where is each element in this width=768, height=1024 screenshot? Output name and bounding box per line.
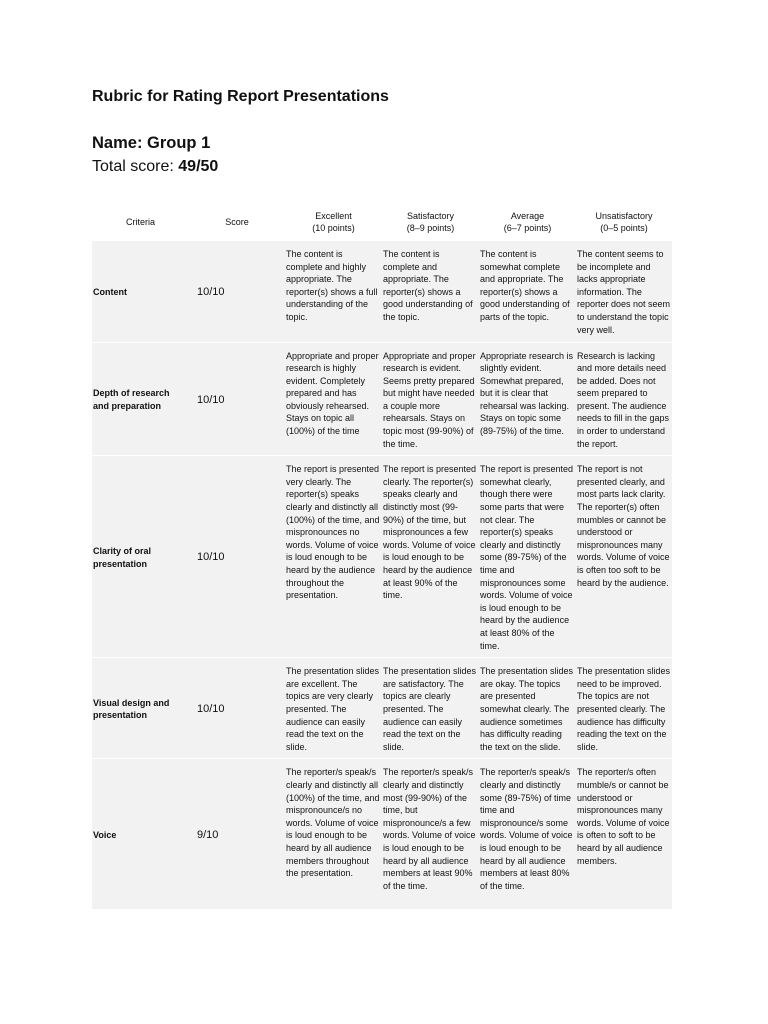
description-cell: Research is lacking and more details need be added. Does not seem prepared to present. The audience needs to fill in the gaps in order to understand the report. <box>576 342 672 456</box>
description-cell: The report is not presented clearly, and most parts lack clarity. The reporter(s) often mumbles or cannot be understood or mispronounces many words. Volume of voice is often too soft to be heard by the audience. <box>576 456 672 658</box>
description-cell: Appropriate and proper research is highly evident. Completely prepared and has obviously rehearsed. Stays on topic all (100%) of the time <box>285 342 382 456</box>
level-points: (0–5 points) <box>600 223 648 233</box>
level-header-excellent <box>285 203 382 241</box>
score-header: Score <box>225 216 249 227</box>
description-cell: Appropriate research is slightly evident. Somewhat prepared, but it is clear that rehearsal was lacking. Stays on topic some (89-75%) of the time. <box>479 342 576 456</box>
table-row <box>92 342 672 456</box>
score-cell: 10/10 <box>189 342 285 456</box>
level-header-average <box>479 203 576 241</box>
level-name: Unsatisfactory <box>595 210 653 221</box>
total-score-line <box>92 158 218 176</box>
description-cell: The reporter/s speak/s clearly and distinctly some (89-75%) of time time and mispronounce/s some words. Volume of voice is loud enough to be heard by all audience members at least 80% of the time. <box>479 759 576 909</box>
description-cell: The content seems to be incomplete and lacks appropriate information. The reporter does not seem to understand the topic very well. <box>577 249 671 335</box>
description-cell: The content is somewhat complete and appropriate. The reporter(s) shows a good understanding of parts of the topic. <box>480 249 570 322</box>
description-cell: The presentation slides need to be improved. The topics are not presented clearly. The audience has difficulty reading the text on the slide. <box>576 658 672 759</box>
level-points: (10 points) <box>312 223 355 233</box>
criteria-cell: Clarity of oral presentation <box>92 456 189 658</box>
table-row <box>92 759 672 909</box>
level-points: (8–9 points) <box>406 223 455 233</box>
criteria-cell: Voice <box>92 759 189 909</box>
description-cell: The report is presented clearly. The reporter(s) speaks clearly and distinctly most (99-90%) of the time, but mispronounces a few words. Volume of voice is loud enough to be heard by the audience at least 90% of the time. <box>382 456 479 658</box>
description-cell: The content is complete and highly appropriate. The reporter(s) shows a full understanding of the topic. <box>286 249 378 322</box>
table-header-row <box>92 203 672 241</box>
description-cell: The content is complete and appropriate. The reporter(s) shows a good understanding of the topic. <box>383 249 473 322</box>
table-row <box>92 241 672 342</box>
description-cell: The presentation slides are satisfactory. The topics are clearly presented. The audience can easily read the text on the slide. <box>382 658 479 759</box>
document-title: Rubric for Rating Report Presentations <box>92 88 389 105</box>
score-cell: 10/10 <box>189 456 285 658</box>
score-cell: 9/10 <box>189 759 285 909</box>
score-cell: 10/10 <box>197 285 225 298</box>
description-cell: The reporter/s speak/s clearly and distinctly most (99-90%) of the time, but mispronounce/s a few words. Volume of voice is loud enough to be heard by all audience members at least 90% of the time. <box>382 759 479 909</box>
description-cell: The report is presented somewhat clearly, though there were some parts that were not clear. The reporter(s) speaks clearly and distinctly some (89-75%) of the time and mispronounces some words. Volume of voice is loud enough to be heard by the audience at least 80% of the time. <box>479 456 576 658</box>
table-row <box>92 456 672 658</box>
table-row <box>92 658 672 759</box>
description-cell: Appropriate and proper research is evident. Seems pretty prepared but might have needed a couple more rehearsals. Stays on topic most (99-90%) of the time. <box>382 342 479 456</box>
description-cell: The report is presented very clearly. The reporter(s) speaks clearly and distinctly all (100%) of the time, and mispronounces no words. Volume of voice is loud enough to be heard by the audience throughout the presentation. <box>285 456 382 658</box>
criteria-cell: Content <box>93 286 127 297</box>
score-cell: 10/10 <box>189 658 285 759</box>
level-points: (6–7 points) <box>503 223 552 233</box>
criteria-cell: Depth of research and preparation <box>92 342 189 456</box>
level-header-unsatisfactory <box>576 203 672 241</box>
description-cell: The reporter/s speak/s clearly and distinctly all (100%) of the time, and mispronounce/s no words. Volume of voice is loud enough to be heard by all audience members throughout the presentation. <box>285 759 382 909</box>
description-cell: The presentation slides are okay. The topics are presented somewhat clearly. The audience sometimes has difficulty reading the text on the slide. <box>479 658 576 759</box>
total-score-label: Total score: <box>92 158 174 175</box>
rubric-table <box>92 203 672 909</box>
level-name: Average <box>510 210 545 221</box>
criteria-cell: Visual design and presentation <box>92 658 189 759</box>
total-score-value: 49/50 <box>178 158 219 175</box>
criteria-header: Criteria <box>125 216 155 227</box>
level-name: Excellent <box>315 210 352 221</box>
level-name: Satisfactory <box>406 210 455 221</box>
level-header-satisfactory <box>382 203 479 241</box>
group-name: Name: Group 1 <box>92 134 211 152</box>
description-cell: The presentation slides are excellent. The topics are very clearly presented. The audience can easily read the text on the slide. <box>285 658 382 759</box>
description-cell: The reporter/s often mumble/s or cannot be understood or mispronounces many words. Volume of voice is often to soft to be heard by all audience members. <box>576 759 672 909</box>
